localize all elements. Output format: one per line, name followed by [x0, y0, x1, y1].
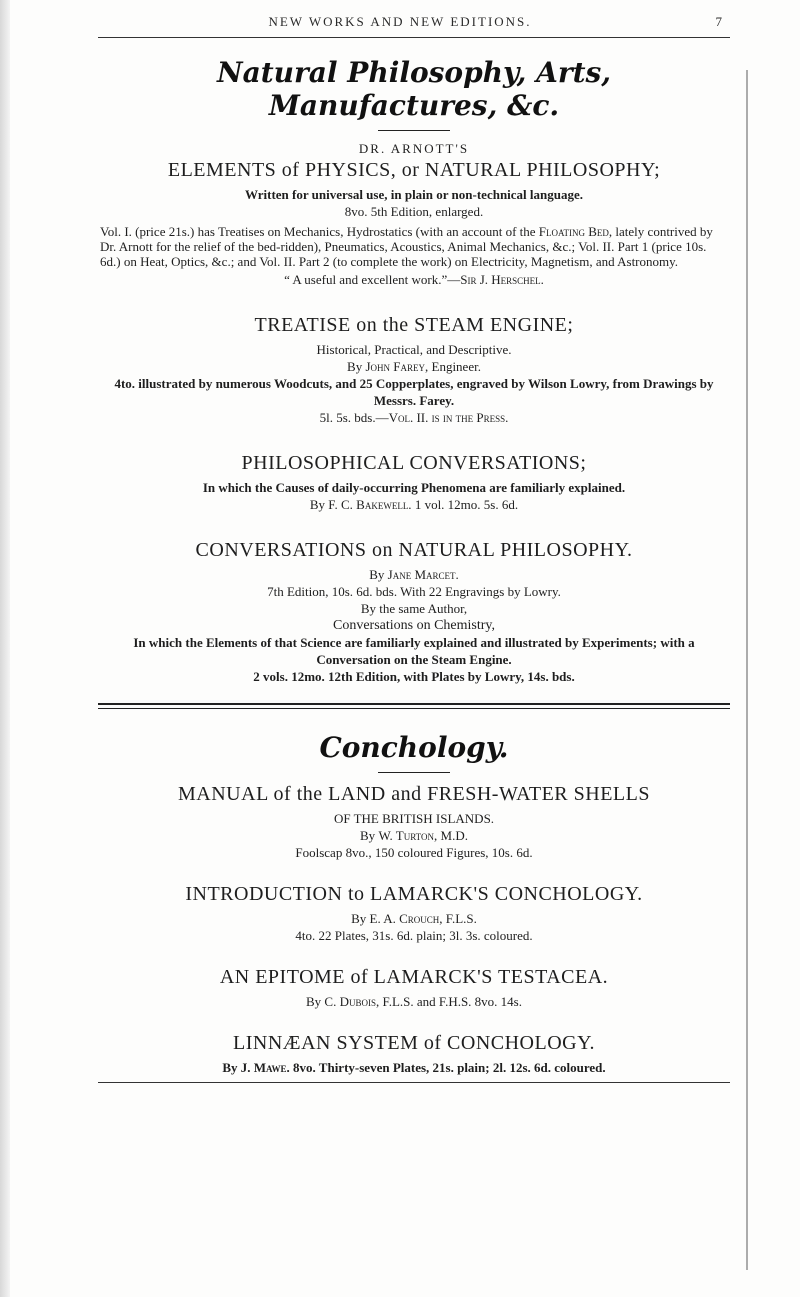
- page-content: [98, 44, 730, 1083]
- entry-title: TREATISE on the STEAM ENGINE;: [254, 314, 574, 336]
- entry-title: MANUAL of the LAND and FRESH-WATER SHELLS: [178, 783, 650, 805]
- entry-author-heading: DR. ARNOTT'S: [358, 141, 470, 156]
- section-heading-conchology: Conchology.: [319, 731, 509, 764]
- page-number: 7: [715, 14, 722, 29]
- by-suffix: F.L.S. and F.H.S. 8vo. 14s.: [379, 994, 522, 1009]
- entry-review-quote: [98, 271, 730, 288]
- description-small-caps: Floating Bed,: [538, 224, 613, 239]
- entry-author: [98, 496, 730, 513]
- by-suffix: F.L.S.: [442, 911, 477, 926]
- quote-text: “ A useful and excellent work.”—: [284, 272, 461, 287]
- by-prefix: By: [351, 911, 370, 926]
- entry-price: [98, 409, 730, 426]
- by-prefix: By: [369, 567, 388, 582]
- author-name: Mawe.: [253, 1060, 290, 1075]
- entry-conversations-natural-philosophy: [98, 539, 730, 685]
- entry-description: 4to. illustrated by numerous Woodcuts, and 25 Copperplates, engraved by Wilson Lowry, from Drawings by Messrs. Farey.: [114, 376, 714, 408]
- entry-author: [98, 827, 730, 844]
- entry-lamarck-epitome: [98, 966, 730, 1010]
- page-edge-line: [746, 70, 748, 1270]
- author-name: W. Turton,: [378, 828, 438, 843]
- second-title: Conversations on Chemistry,: [332, 618, 496, 633]
- entry-author: [98, 566, 730, 583]
- entry-title: ELEMENTS of PHYSICS, or NATURAL PHILOSOPHY;: [167, 159, 661, 181]
- entry-author: [98, 358, 730, 375]
- entry-turton-manual: [98, 783, 730, 861]
- entry-price: Foolscap 8vo., 150 coloured Figures, 10s. 6d.: [295, 845, 533, 860]
- by-suffix: 1 vol. 12mo. 5s. 6d.: [411, 497, 519, 512]
- by-suffix: 8vo. Thirty-seven Plates, 21s. plain; 2l. 12s. 6d. coloured.: [289, 1060, 606, 1075]
- page-gutter: [0, 0, 10, 1297]
- section-divider: [378, 772, 450, 773]
- entry-linnaean-system: [98, 1032, 730, 1076]
- author-name: E. A. Crouch,: [369, 911, 443, 926]
- press-note: Vol. II. is in the Press.: [388, 410, 509, 425]
- entry-title: PHILOSOPHICAL CONVERSATIONS;: [241, 452, 587, 474]
- by-prefix: By: [309, 497, 329, 512]
- entry-subtitle: Written for universal use, in plain or non-technical language.: [244, 187, 584, 202]
- entry-title: CONVERSATIONS on NATURAL PHILOSOPHY.: [195, 539, 633, 561]
- entry-steam-engine: [98, 314, 730, 426]
- entry-author: [98, 993, 730, 1010]
- quote-author: Sir J. Herschel.: [460, 272, 544, 287]
- by-suffix: M.D.: [437, 828, 468, 843]
- top-rule: [98, 37, 730, 38]
- author-name: Dubois,: [339, 994, 380, 1009]
- entry-description: [100, 224, 728, 269]
- by-prefix: By: [360, 828, 379, 843]
- entry-edition: 7th Edition, 10s. 6d. bds. With 22 Engravings by Lowry.: [267, 584, 561, 599]
- entry-edition: 8vo. 5th Edition, enlarged.: [344, 204, 484, 219]
- author-name: F. C. Bakewell.: [328, 497, 412, 512]
- running-head: NEW WORKS AND NEW EDITIONS.: [268, 14, 532, 29]
- entry-subtitle: OF THE BRITISH ISLANDS.: [333, 811, 495, 826]
- entry-author: [98, 1059, 730, 1076]
- entry-price: 4to. 22 Plates, 31s. 6d. plain; 3l. 3s. coloured.: [295, 928, 533, 943]
- price-text: 5l. 5s. bds.—: [319, 410, 389, 425]
- by-prefix: By: [347, 359, 366, 374]
- author-name: John Farey,: [365, 359, 429, 374]
- description-part: lately contrived by Dr. Arnott for the relief of the bed-ridden), Pneumatics, Acoustics, Animal Mechanics, &c.; Vol. II. Part 1 (price 10s. 6d.) on Heat, Optics, &c.; and Vol. II. Part 2 (to complete the work) on Electricity, Magnetism, and Astronomy.: [100, 224, 713, 269]
- entry-philosophical-conversations: [98, 452, 730, 513]
- author-name: Jane Marcet.: [387, 567, 459, 582]
- bottom-rule: [98, 1082, 730, 1083]
- same-author-note: By the same Author,: [360, 601, 468, 616]
- description-part: Vol. I. (price 21s.) has Treatises on Mechanics, Hydrostatics (with an account of the: [100, 224, 539, 239]
- entry-author: [98, 910, 730, 927]
- entry-price: 2 vols. 12mo. 12th Edition, with Plates by Lowry, 14s. bds.: [253, 669, 575, 684]
- section-separator: [98, 703, 730, 709]
- entry-lamarck-introduction: [98, 883, 730, 944]
- entry-title: INTRODUCTION to LAMARCK'S CONCHOLOGY.: [185, 883, 643, 905]
- entry-description: In which the Elements of that Science are familiarly explained and illustrated by Experiments; with a Conversation on the Steam Engine.: [133, 635, 695, 667]
- section-heading-natural-philosophy: Natural Philosophy, Arts, Manufactures, &c.: [216, 56, 612, 122]
- entry-title: AN EPITOME of LAMARCK'S TESTACEA.: [219, 966, 609, 988]
- entry-subtitle: Historical, Practical, and Descriptive.: [316, 342, 512, 357]
- section-divider: [378, 130, 450, 131]
- entry-subtitle: In which the Causes of daily-occurring Phenomena are familiarly explained.: [202, 480, 626, 495]
- entry-arnott: [98, 141, 730, 288]
- entry-title: LINNÆAN SYSTEM of CONCHOLOGY.: [233, 1032, 595, 1054]
- by-suffix: Engineer.: [428, 359, 481, 374]
- by-prefix: By C.: [306, 994, 340, 1009]
- by-prefix: By J.: [222, 1060, 254, 1075]
